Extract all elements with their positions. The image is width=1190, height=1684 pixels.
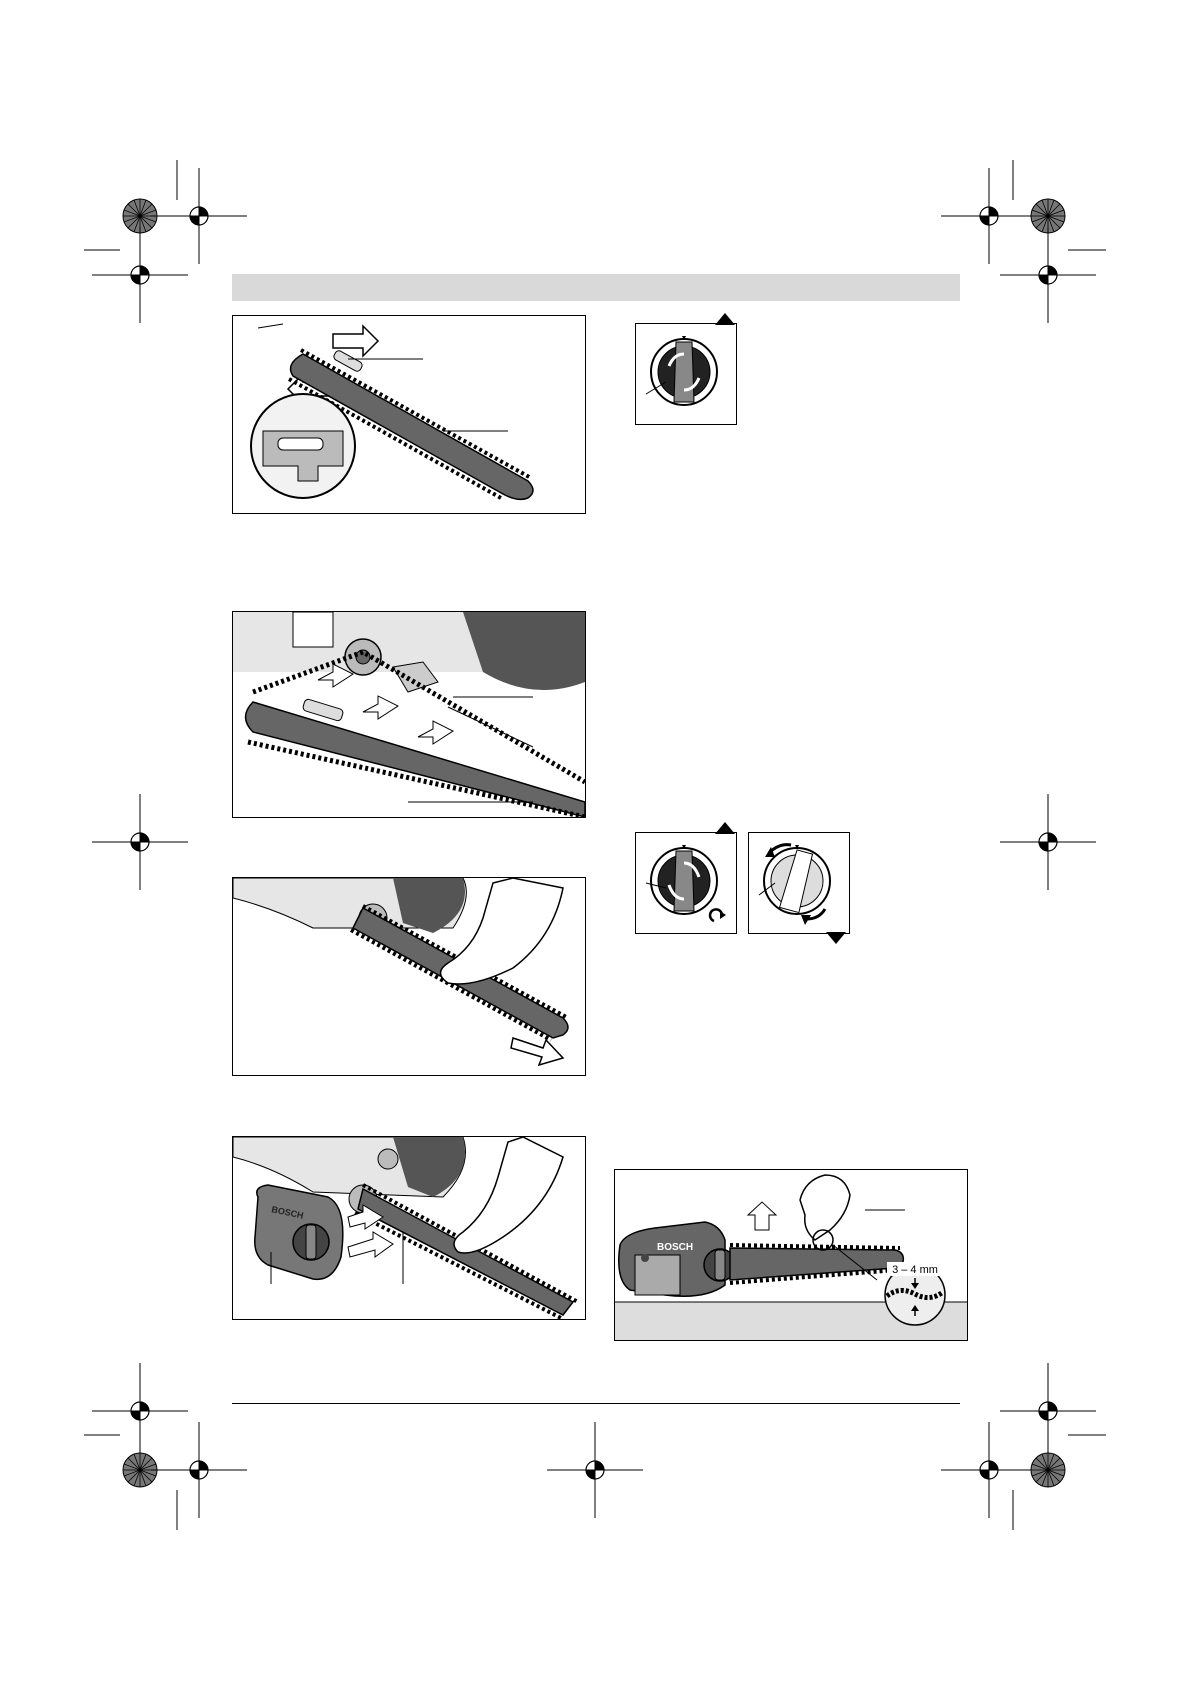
direction-arrow-icon [363, 696, 398, 719]
registration-mark-icon [151, 1422, 247, 1518]
guide-bar [246, 702, 586, 817]
registration-mark-icon [92, 794, 188, 890]
starburst-mark-icon [1031, 1453, 1065, 1487]
corner-triangle-icon [715, 822, 735, 834]
figure-chain-tension-check [614, 1169, 968, 1341]
direction-arrow-icon [348, 1232, 393, 1257]
measurement-label: 3 – 4 mm [892, 1264, 938, 1276]
figure-knob-loosen [635, 323, 737, 425]
guide-bar [730, 1248, 903, 1280]
gloved-hand [454, 1137, 563, 1253]
figure-knob-rotate [635, 832, 737, 934]
tension-knob [674, 851, 694, 911]
registration-mark-icon [92, 1363, 188, 1459]
corner-triangle-icon [826, 932, 846, 944]
saw-brand-text: BOSCH [657, 1242, 694, 1253]
figure-cover-install [232, 1136, 586, 1320]
registration-mark-icon [941, 168, 1037, 264]
figure-bar-tension-hand [232, 877, 586, 1076]
figure-chain-on-bar [232, 315, 586, 514]
registration-mark-icon [547, 1422, 643, 1518]
tension-knob [674, 342, 694, 402]
saw-housing [463, 612, 585, 690]
registration-mark-icon [1000, 1363, 1096, 1459]
registration-mark-icon [1000, 227, 1096, 323]
page-header-bar [232, 274, 960, 301]
figure-chain-install [232, 611, 586, 818]
registration-mark-icon [151, 168, 247, 264]
figure-knob-tighten [748, 832, 850, 934]
direction-arrow-icon [748, 1202, 776, 1230]
direction-arrow-icon [511, 1038, 563, 1065]
registration-mark-icon [92, 227, 188, 323]
registration-mark-icon [941, 1422, 1037, 1518]
page-footer-rule [232, 1403, 960, 1404]
corner-triangle-icon [715, 313, 735, 325]
cover-brand-text: BOSCH [270, 1204, 305, 1221]
registration-mark-icon [1000, 794, 1096, 890]
direction-arrow-icon [418, 721, 453, 744]
